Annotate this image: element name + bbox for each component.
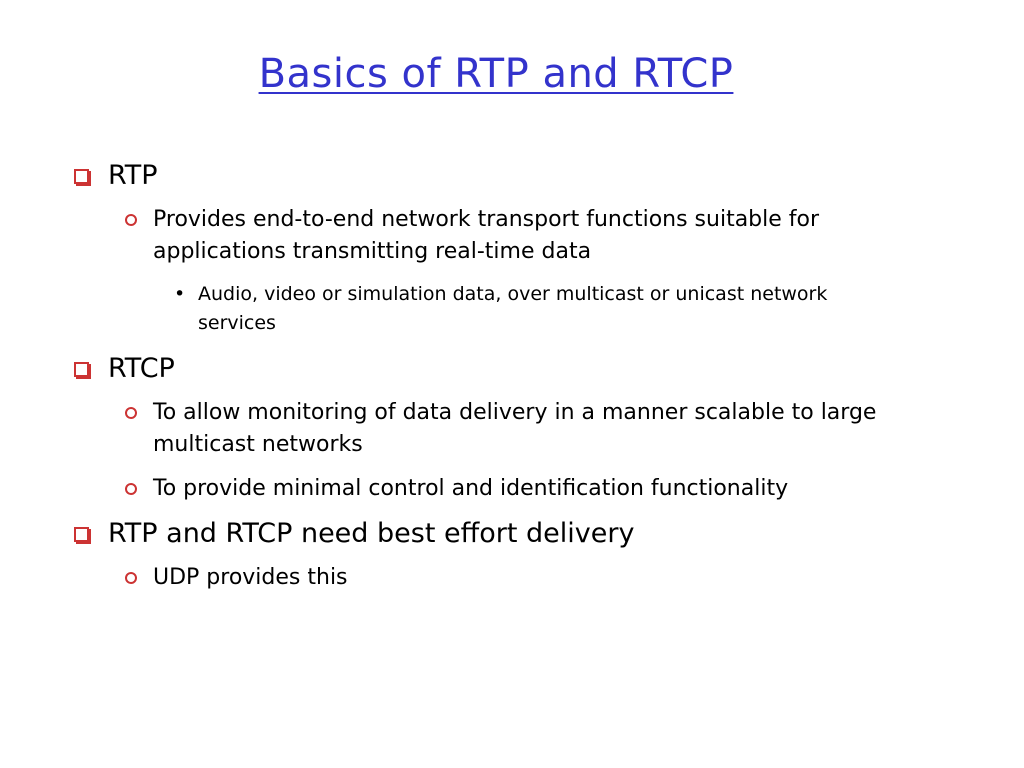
bullet-text: Provides end-to-end network transport functions suitable for applications transmitting real-time data [153, 207, 820, 264]
bullet-level1 [108, 160, 158, 192]
square-bullet-icon [74, 527, 89, 542]
bullet-text: Audio, video or simulation data, over multicast or unicast network services [198, 283, 828, 334]
bullet-level1 [108, 518, 634, 550]
bullet-text: RTP [108, 160, 158, 191]
circle-bullet-icon [125, 572, 137, 584]
bullet-text: To allow monitoring of data delivery in a manner scalable to large multicast networks [153, 400, 877, 457]
slide-title: Basics of RTP and RTCP [258, 51, 734, 97]
bullet-text: UDP provides this [153, 565, 348, 590]
bullet-level3 [174, 280, 888, 338]
square-bullet-icon [74, 362, 89, 377]
bullet-text: To provide minimal control and identification functionality [153, 476, 789, 501]
bullet-level1 [108, 353, 175, 385]
bullet-level2 [153, 397, 953, 461]
dot-bullet-icon: • [174, 283, 186, 305]
bullet-level2 [153, 204, 943, 268]
circle-bullet-icon [125, 407, 137, 419]
bullet-text: RTP and RTCP need best effort delivery [108, 518, 635, 549]
circle-bullet-icon [125, 214, 137, 226]
bullet-level2 [153, 562, 953, 594]
bullet-level2 [153, 473, 973, 505]
bullet-text: RTCP [108, 353, 175, 384]
circle-bullet-icon [125, 483, 137, 495]
square-bullet-icon [74, 169, 89, 184]
